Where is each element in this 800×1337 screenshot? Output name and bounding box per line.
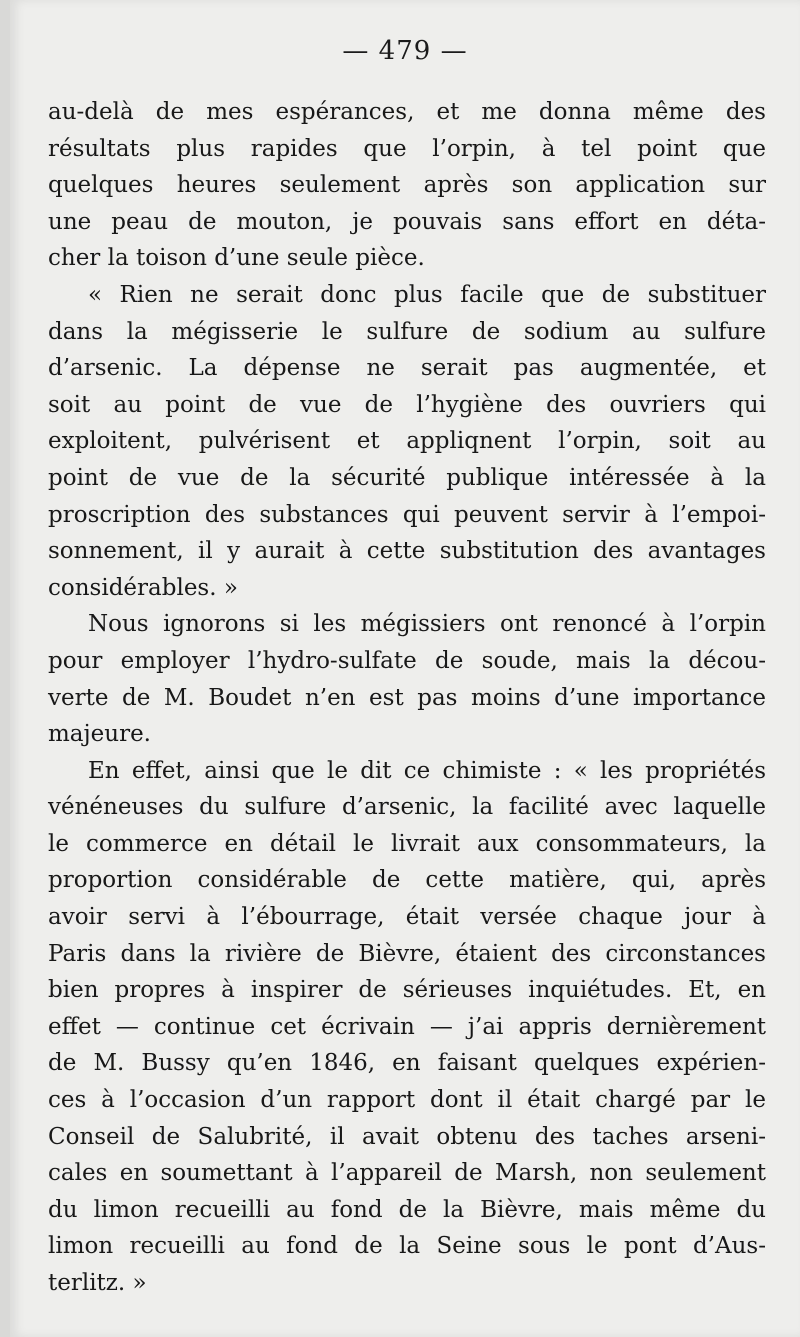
book-page [10,0,800,1337]
text-line: dans la mégisserie le sulfure de sodium au sulfure [48,318,766,345]
text-line: effet — continue cet écrivain — j’ai appris dernièrement [48,1013,766,1040]
text-line: proscription des substances qui peuvent servir à l’empoi- [48,501,766,528]
text-line: pour employer l’hydro-sulfate de soude, mais la décou- [48,647,766,674]
text-line: avoir servi à l’ébourrage, était versée chaque jour à [48,904,766,931]
text-line: proportion considérable de cette matière, qui, après [48,867,766,894]
text-line: de M. Bussy qu’en 1846, en faisant quelques expérien- [48,1050,766,1077]
text-line: résultats plus rapides que l’orpin, à tel point que [48,135,766,162]
text-line: quelques heures seulement après son application sur [48,172,766,199]
text-line: Nous ignorons si les mégissiers ont renoncé à l’orpin [88,611,766,638]
text-line: exploitent, pulvérisent et appliqnent l’orpin, soit au [48,428,766,455]
text-line: du limon recueilli au fond de la Bièvre, mais même du [48,1196,766,1223]
text-line: considérables. » [48,574,238,601]
text-line: bien propres à inspirer de sérieuses inquiétudes. Et, en [48,977,766,1004]
text-line: une peau de mouton, je pouvais sans effort en déta- [48,208,766,235]
text-line: cales en soumettant à l’appareil de Marsh, non seulement [48,1160,766,1187]
text-line: terlitz. » [48,1270,147,1296]
text-line: verte de M. Boudet n’en est pas moins d’une importance [48,684,766,711]
text-line: ces à l’occasion d’un rapport dont il était chargé par le [48,1087,766,1114]
text-line: cher la toison d’une seule pièce. [48,245,425,272]
text-line: majeure. [48,721,151,748]
text-line: au-delà de mes espérances, et me donna même des [48,99,766,125]
text-line: Paris dans la rivière de Bièvre, étaient des circonstances [48,940,766,967]
text-line: Conseil de Salubrité, il avait obtenu des taches arseni- [48,1123,766,1150]
page-body-text [48,94,766,1302]
text-line: « Rien ne serait donc plus facile que de substituer [88,281,766,308]
text-line: sonnement, il y aurait à cette substitution des avantages [48,538,766,565]
text-line: soit au point de vue de l’hygiène des ouvriers qui [48,391,766,418]
text-line: d’arsenic. La dépense ne serait pas augmentée, et [48,355,766,382]
text-line: limon recueilli au fond de la Seine sous le pont d’Aus- [48,1233,766,1260]
page-number: — 479 — [342,36,468,66]
text-line: point de vue de la sécurité publique intéressée à la [48,464,766,491]
text-line: En effet, ainsi que le dit ce chimiste : « les propriétés [88,757,766,784]
text-line: vénéneuses du sulfure d’arsenic, la facilité avec laquelle [48,794,766,821]
text-line: le commerce en détail le livrait aux consommateurs, la [48,830,766,857]
